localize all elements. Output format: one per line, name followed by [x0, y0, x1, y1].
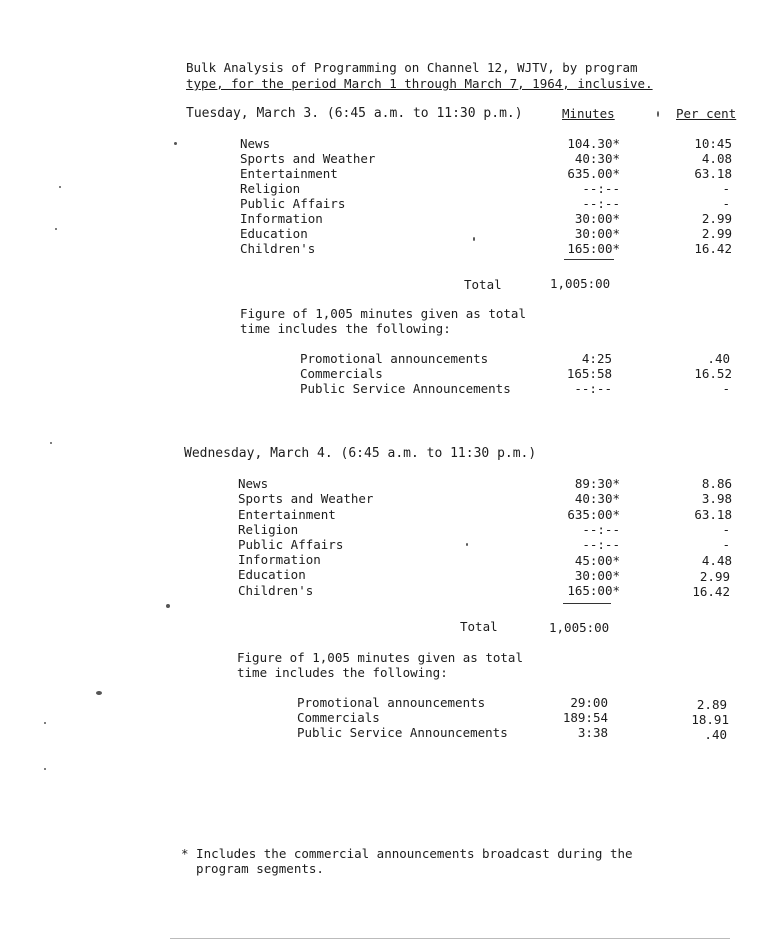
column-header-minutes: Minutes [562, 106, 615, 121]
note-line-2: time includes the following: [240, 321, 451, 336]
row-percent: - [722, 381, 730, 396]
row-percent: 2.99 [701, 211, 732, 226]
row-percent: - [722, 181, 730, 196]
row-minutes: 29:00 [570, 695, 608, 710]
day-heading-wednesday: Wednesday, March 4. (6:45 a.m. to 11:30 p.m.) [184, 446, 537, 461]
total-minutes: 1,005:00 [550, 276, 611, 291]
scan-speck [466, 543, 468, 546]
row-minutes: 40:30* [574, 151, 620, 166]
row-label: News [240, 136, 271, 151]
row-minutes: 30:00* [574, 211, 620, 226]
note-line-1: Figure of 1,005 minutes given as total [240, 306, 526, 321]
row-minutes: 89:30* [574, 476, 620, 491]
row-percent: 16.42 [694, 241, 732, 256]
row-label: Education [240, 226, 308, 241]
row-label: Education [238, 567, 306, 582]
sum-rule [563, 603, 611, 604]
footnote-line-2: program segments. [196, 861, 324, 876]
column-header-percent: Per cent [676, 106, 737, 121]
row-percent: 2.99 [701, 226, 732, 241]
day-heading-tuesday: Tuesday, March 3. (6:45 a.m. to 11:30 p.m.) [186, 106, 523, 121]
row-percent: 2.89 [696, 697, 727, 712]
scan-speck [50, 442, 52, 444]
row-percent: 10:45 [694, 136, 732, 151]
row-percent: .40 [704, 727, 727, 742]
footnote-line-1: * Includes the commercial announcements broadcast during the [181, 846, 633, 861]
row-label: Sports and Weather [240, 151, 376, 166]
row-label: Information [240, 211, 323, 226]
row-minutes: --:-- [574, 381, 612, 396]
row-minutes: 165:00* [567, 583, 620, 598]
row-percent: 3.98 [701, 491, 732, 506]
row-percent: 4.48 [701, 553, 732, 568]
row-minutes: 165:00* [567, 241, 620, 256]
row-percent: 16.52 [694, 366, 732, 381]
scan-speck [473, 237, 475, 241]
total-label: Total [464, 277, 502, 292]
sum-rule [564, 259, 614, 260]
row-label: Religion [238, 522, 299, 537]
scan-speck [44, 722, 46, 724]
row-percent: 16.42 [692, 584, 730, 599]
row-minutes: 104.30* [567, 136, 620, 151]
total-minutes: 1,005:00 [549, 620, 610, 635]
note-line-2: time includes the following: [237, 665, 448, 680]
scan-speck [174, 142, 177, 145]
row-minutes: 45:00* [574, 553, 620, 568]
row-label: Promotional announcements [300, 351, 489, 366]
row-minutes: 635:00* [567, 507, 620, 522]
row-label: Children's [240, 241, 316, 256]
row-minutes: 4:25 [581, 351, 612, 366]
row-percent: 63.18 [694, 166, 732, 181]
scan-edge-line [170, 938, 730, 939]
row-minutes: 30:00* [574, 568, 620, 583]
row-percent: - [722, 522, 730, 537]
row-label: Public Service Announcements [297, 725, 508, 740]
scan-speck [657, 111, 659, 117]
row-percent: 4.08 [701, 151, 732, 166]
document-title-line-1: Bulk Analysis of Programming on Channel 12, WJTV, by program [186, 60, 638, 75]
row-label: Children's [238, 583, 314, 598]
row-percent: 63.18 [694, 507, 732, 522]
note-line-1: Figure of 1,005 minutes given as total [237, 650, 523, 665]
row-label: Public Affairs [238, 537, 344, 552]
row-minutes: 165:58 [566, 366, 612, 381]
row-label: Entertainment [238, 507, 336, 522]
scan-speck [96, 691, 102, 695]
row-label: Commercials [300, 366, 383, 381]
row-minutes: 635.00* [567, 166, 620, 181]
row-percent: 2.99 [699, 569, 730, 584]
row-minutes: 40:30* [574, 491, 620, 506]
row-minutes: 189:54 [562, 710, 608, 725]
document-title-line-2: type, for the period March 1 through March 7, 1964, inclusive. [186, 76, 653, 91]
row-percent: - [722, 537, 730, 552]
row-label: Information [238, 552, 321, 567]
scan-speck [44, 768, 46, 770]
row-label: News [238, 476, 269, 491]
row-minutes: --:-- [582, 522, 620, 537]
row-minutes: --:-- [582, 181, 620, 196]
total-label: Total [460, 619, 498, 634]
row-minutes: --:-- [582, 196, 620, 211]
row-minutes: 30:00* [574, 226, 620, 241]
row-label: Promotional announcements [297, 695, 486, 710]
scan-speck [55, 228, 57, 230]
row-percent: .40 [707, 351, 730, 366]
row-minutes: 3:38 [577, 725, 608, 740]
row-percent: 8.86 [701, 476, 732, 491]
row-label: Sports and Weather [238, 491, 374, 506]
row-percent: - [722, 196, 730, 211]
scan-speck [59, 186, 61, 188]
row-minutes: --:-- [582, 537, 620, 552]
row-label: Public Affairs [240, 196, 346, 211]
scan-speck [166, 604, 170, 608]
row-label: Entertainment [240, 166, 338, 181]
row-label: Commercials [297, 710, 380, 725]
row-label: Religion [240, 181, 301, 196]
row-label: Public Service Announcements [300, 381, 511, 396]
row-percent: 18.91 [691, 712, 729, 727]
